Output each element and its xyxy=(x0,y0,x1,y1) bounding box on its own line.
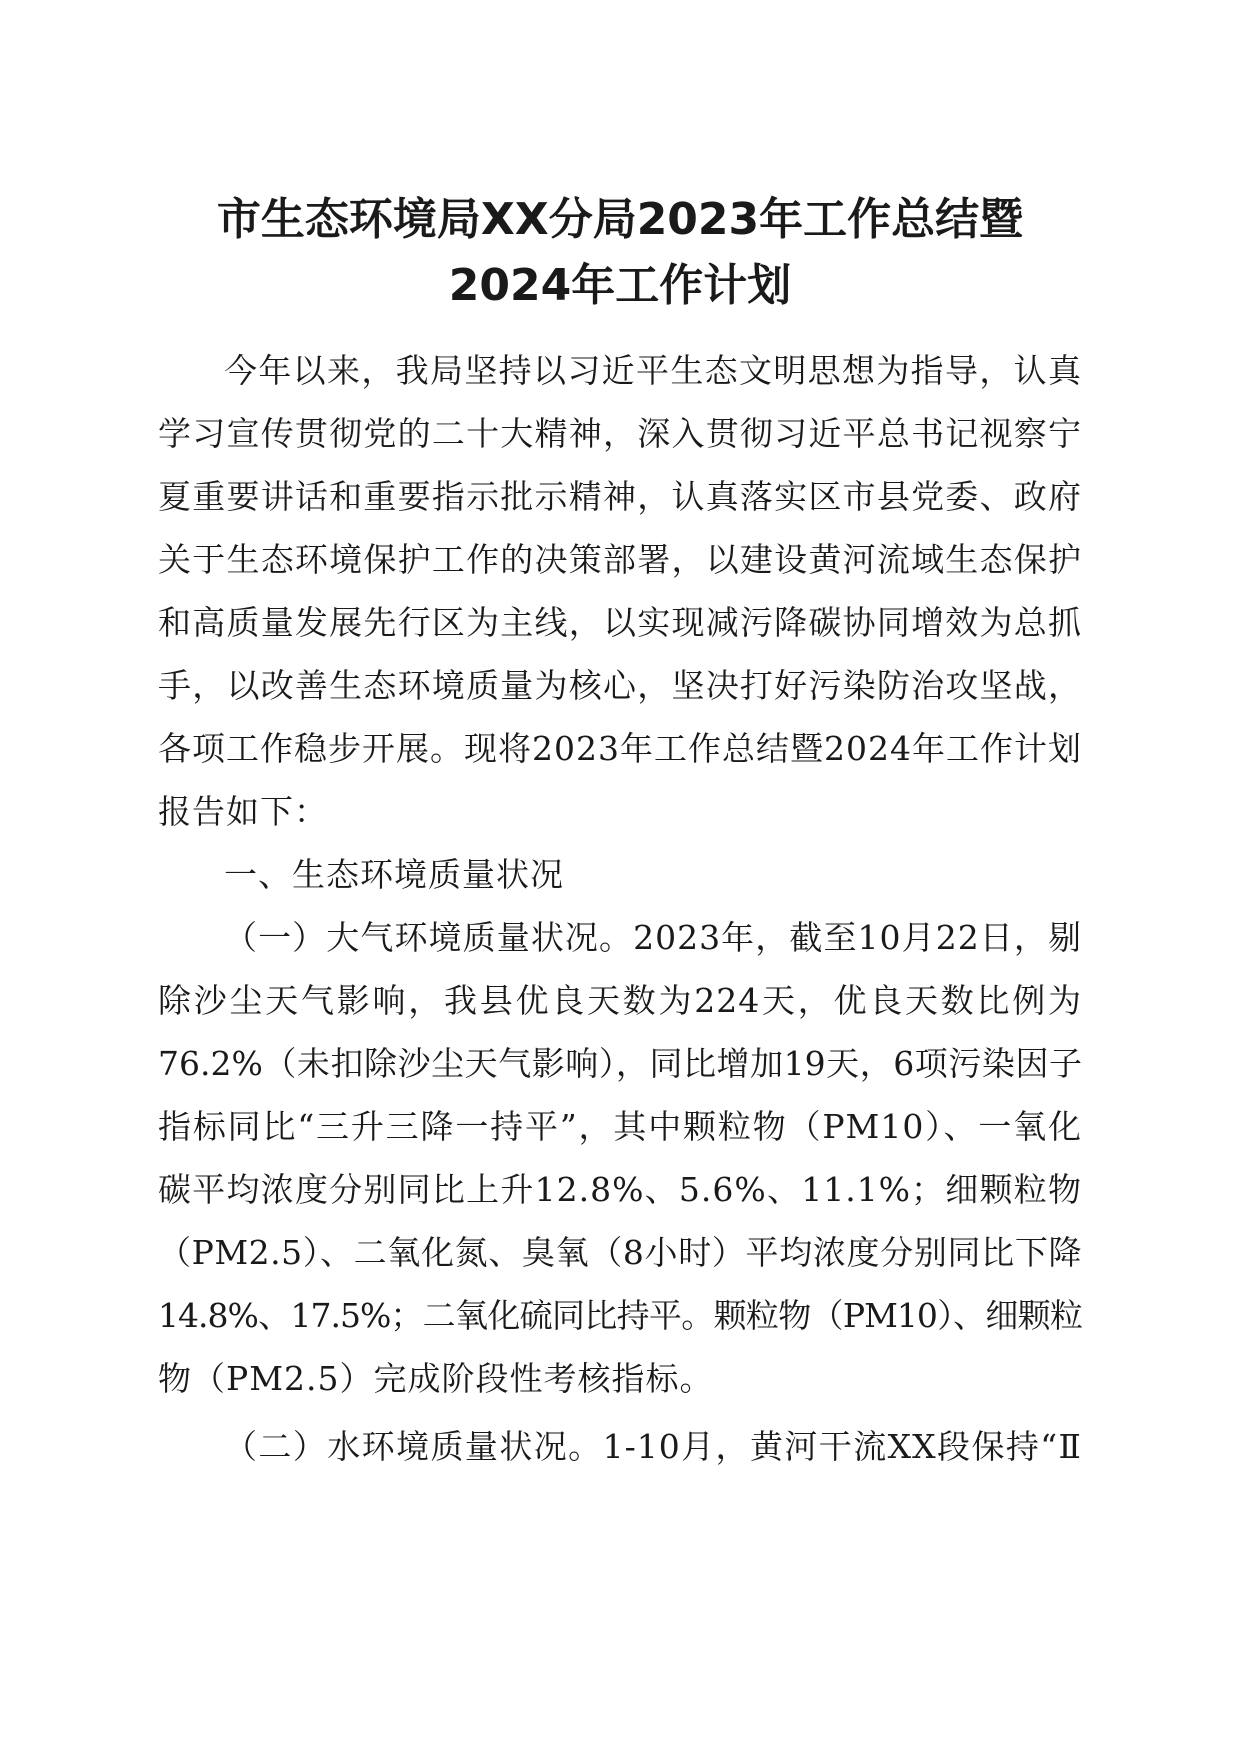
document-title-line-2: 2024年工作计划 xyxy=(448,260,792,311)
document-title-line-1: 市生态环境局XX分局2023年工作总结暨 xyxy=(216,194,1024,245)
paragraph-line: 除沙尘天气影响，我县优良天数为224天，优良天数比例为 xyxy=(158,981,1082,1020)
paragraph-line: 手，以改善生态环境质量为核心，坚决打好污染防治攻坚战， xyxy=(158,666,1082,705)
paragraph-line: 夏重要讲话和重要指示批示精神，认真落实区市县党委、政府 xyxy=(158,477,1082,516)
paragraph-line: 今年以来，我局坚持以习近平生态文明思想为指导，认真 xyxy=(224,351,1082,390)
paragraph-line: （一）大气环境质量状况。2023年，截至10月22日，剔 xyxy=(224,918,1082,957)
paragraph-line: 报告如下： xyxy=(158,792,328,831)
paragraph-line: 指标同比“三升三降一持平”，其中颗粒物（PM10）、一氧化 xyxy=(158,1107,1082,1146)
paragraph-line: 76.2%（未扣除沙尘天气影响），同比增加19天，6项污染因子 xyxy=(158,1044,1082,1083)
paragraph-line: 各项工作稳步开展。现将2023年工作总结暨2024年工作计划 xyxy=(158,729,1082,768)
paragraph-line: 学习宣传贯彻党的二十大精神，深入贯彻习近平总书记视察宁 xyxy=(158,414,1082,453)
paragraph-line: 物（PM2.5）完成阶段性考核指标。 xyxy=(158,1359,714,1398)
paragraph-line: （二）水环境质量状况。1-10月，黄河干流XX段保持“Ⅱ xyxy=(224,1427,1082,1466)
paragraph-line: 关于生态环境保护工作的决策部署，以建设黄河流域生态保护 xyxy=(158,540,1082,579)
paragraph-line: 碳平均浓度分别同比上升12.8%、5.6%、11.1%；细颗粒物 xyxy=(158,1170,1082,1209)
paragraph-line: 14.8%、17.5%；二氧化硫同比持平。颗粒物（PM10）、细颗粒 xyxy=(158,1296,1082,1335)
paragraph-line: （PM2.5）、二氧化氮、臭氧（8小时）平均浓度分别同比下降 xyxy=(158,1233,1082,1272)
paragraph-line: 和高质量发展先行区为主线，以实现减污降碳协同增效为总抓 xyxy=(158,603,1082,642)
section-heading: 一、生态环境质量状况 xyxy=(224,855,564,894)
